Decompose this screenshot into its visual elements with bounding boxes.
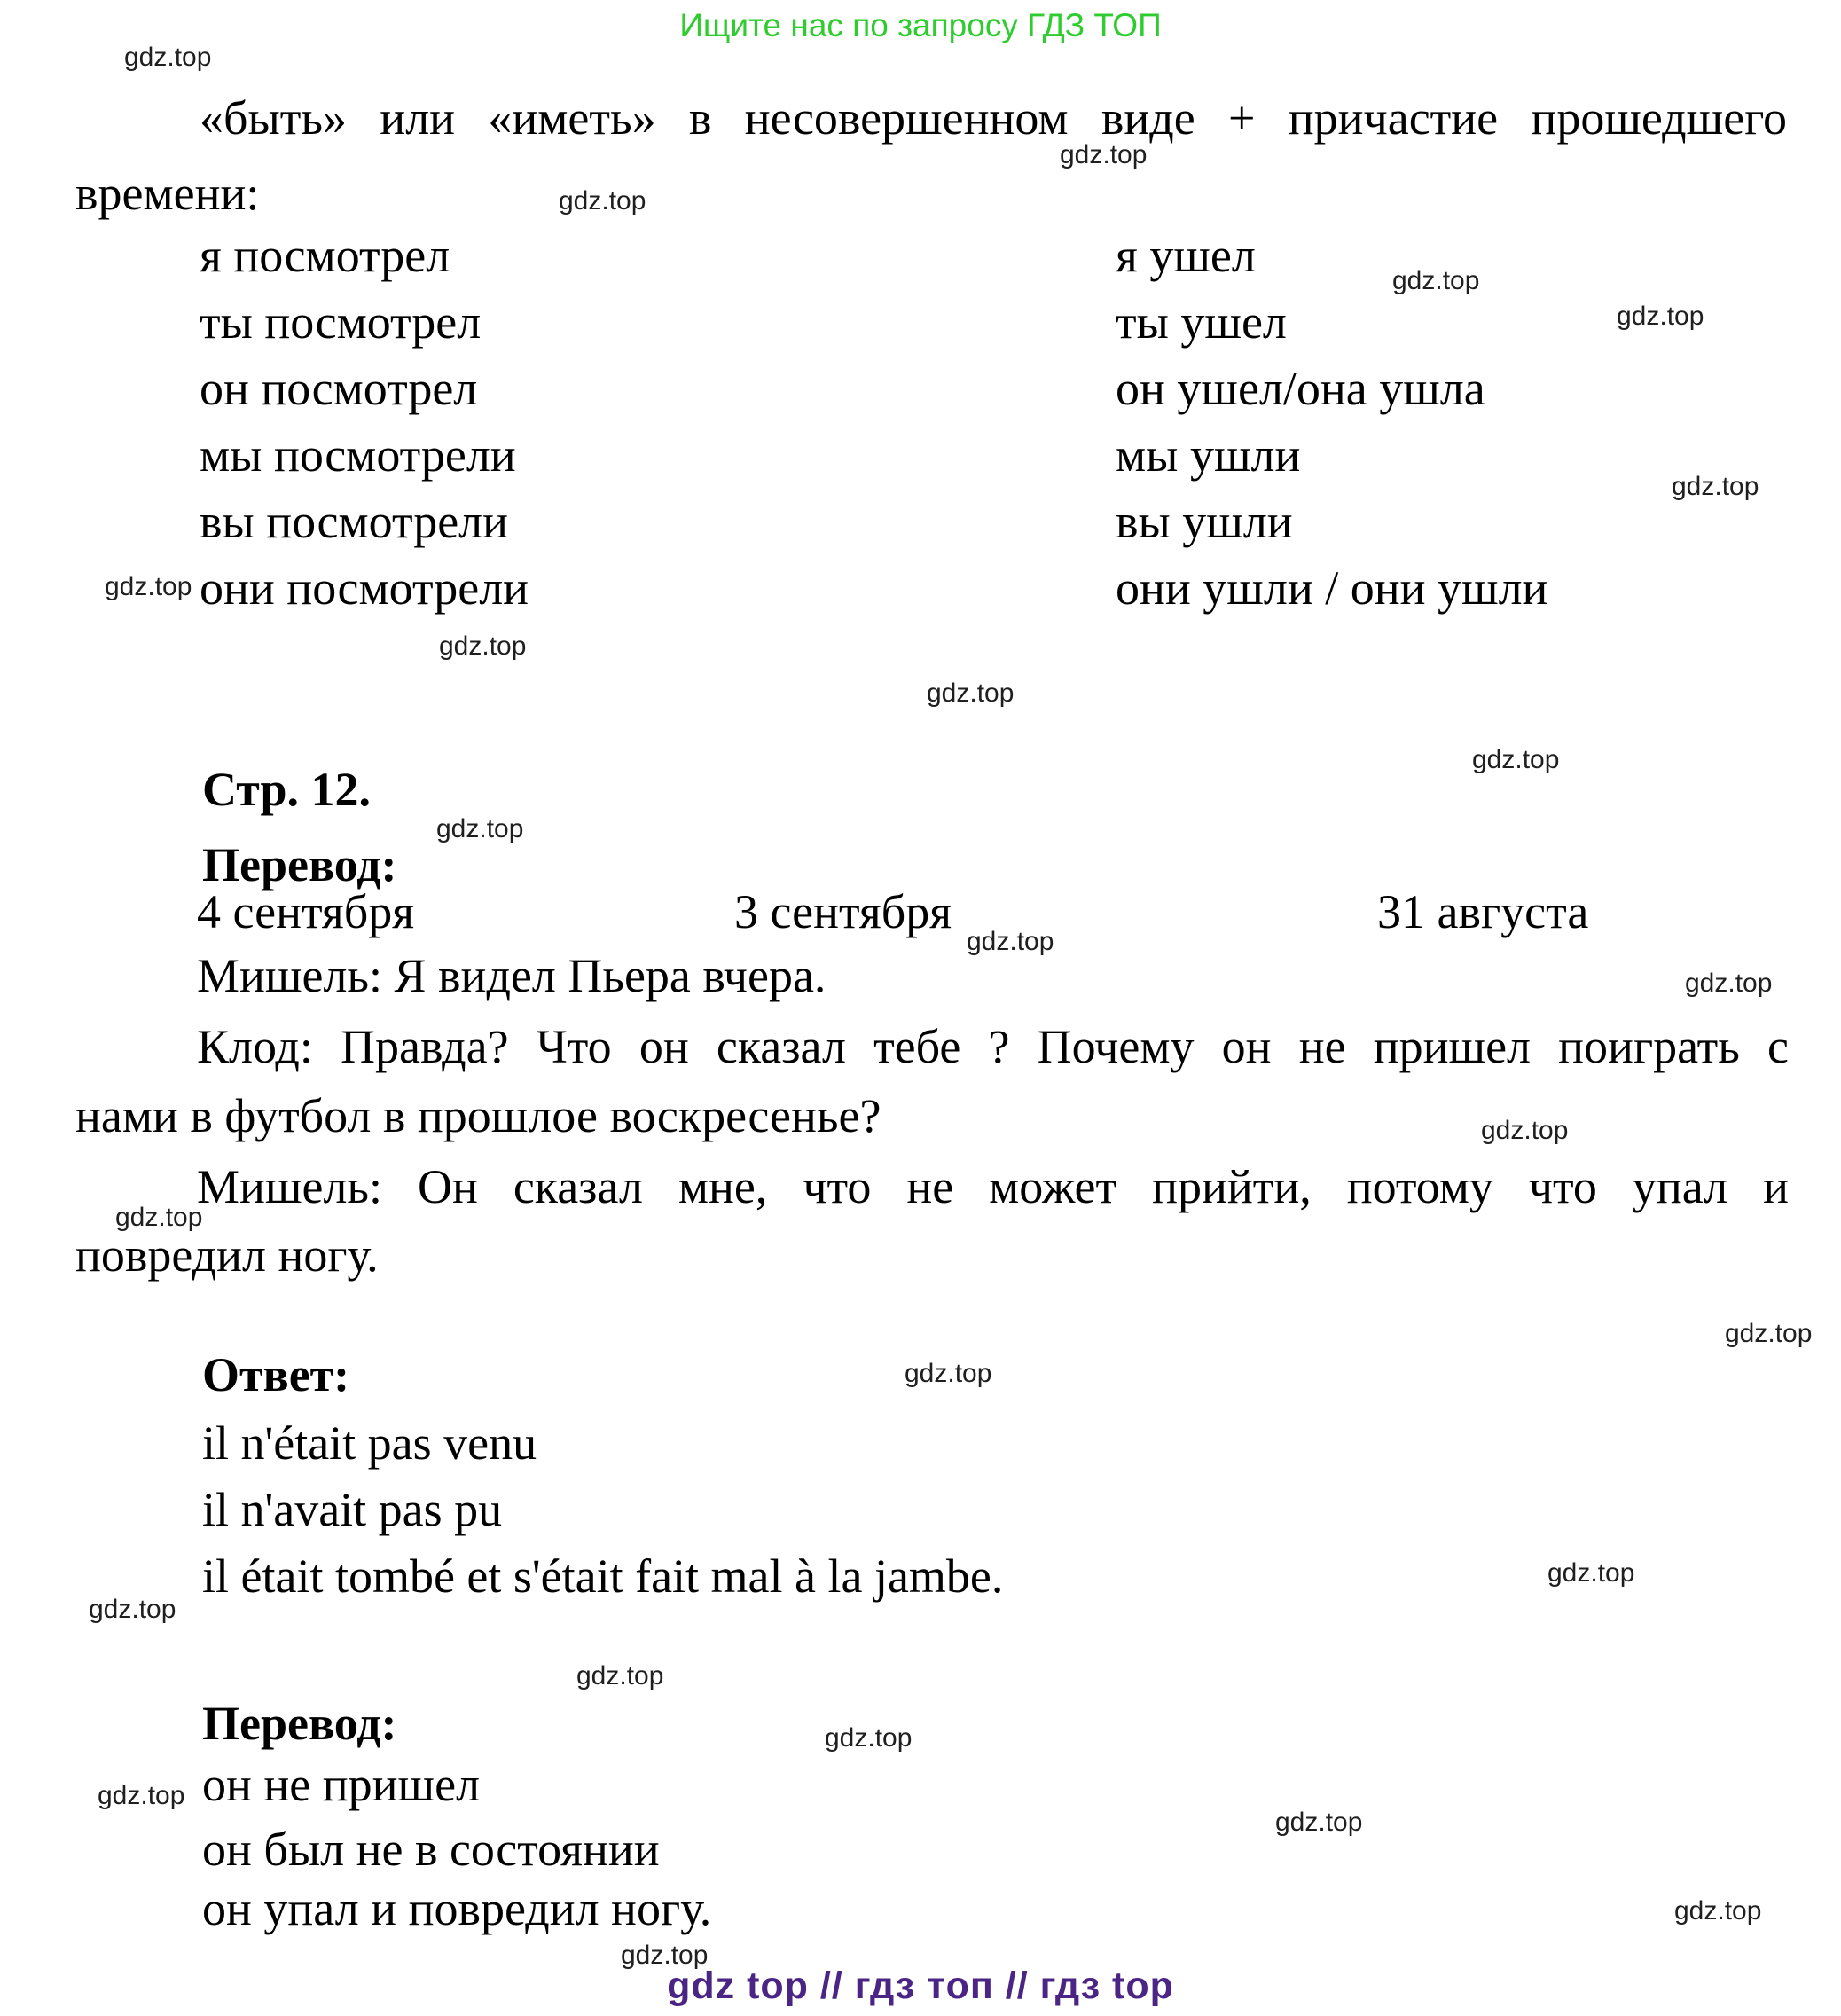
watermark: gdz.top [927, 679, 1015, 708]
watermark: gdz.top [905, 1359, 992, 1388]
watermark: gdz.top [1725, 1319, 1813, 1348]
translation-label: Перевод: [202, 838, 397, 891]
watermark: gdz.top [124, 43, 212, 72]
conjugation-left-row-4: мы посмотрели [200, 428, 516, 482]
watermark: gdz.top [98, 1781, 185, 1810]
conjugation-right-row-5: вы ушли [1116, 495, 1293, 548]
conjugation-right-row-1: я ушел [1116, 229, 1256, 282]
answer-label: Ответ: [202, 1348, 350, 1401]
watermark: gdz.top [1674, 1896, 1762, 1926]
dialogue-michel-1: Мишель: Я видел Пьера вчера. [197, 949, 826, 1002]
answer-line-1: il n'était pas venu [202, 1416, 537, 1470]
watermark: gdz.top [621, 1941, 709, 1970]
dialogue-michel-2-line-1: Мишель: Он сказал мне, что не может прийти, потому что упал и [197, 1160, 1789, 1213]
date-3: 31 августа [1377, 885, 1589, 938]
watermark: gdz.top [1472, 745, 1560, 774]
conjugation-left-row-5: вы посмотрели [200, 495, 509, 548]
conjugation-right-row-4: мы ушли [1116, 428, 1301, 482]
watermark: gdz.top [1617, 302, 1704, 331]
translation2-line-3: он упал и повредил ногу. [202, 1882, 712, 1935]
watermark: gdz.top [439, 631, 527, 661]
date-1: 4 сентября [197, 885, 415, 938]
watermark: gdz.top [1275, 1808, 1363, 1837]
watermark: gdz.top [1547, 1558, 1635, 1588]
watermark: gdz.top [1060, 140, 1148, 169]
conjugation-left-row-6: они посмотрели [200, 561, 529, 615]
watermark: gdz.top [105, 572, 192, 601]
watermark: gdz.top [436, 814, 524, 843]
intro-line-2: времени: [75, 167, 260, 220]
translation2-line-2: он был не в состоянии [202, 1823, 660, 1876]
watermark: gdz.top [115, 1203, 203, 1232]
watermark: gdz.top [1685, 969, 1773, 998]
answer-line-3: il était tombé et s'était fait mal à la jambe. [202, 1549, 1004, 1603]
watermark: gdz.top [1481, 1116, 1569, 1145]
dialogue-claude-line-2: нами в футбол в прошлое воскресенье? [75, 1089, 881, 1142]
watermark: gdz.top [89, 1595, 176, 1624]
conjugation-right-row-3: он ушел/она ушла [1116, 362, 1485, 415]
translation2-label: Перевод: [202, 1697, 397, 1750]
watermark: gdz.top [1672, 472, 1759, 501]
date-2: 3 сентября [734, 885, 952, 938]
conjugation-left-row-3: он посмотрел [200, 362, 478, 415]
watermark: gdz.top [559, 186, 646, 216]
page-ref: Стр. 12. [202, 763, 372, 816]
conjugation-right-row-2: ты ушел [1116, 295, 1287, 349]
answer-line-2: il n'avait pas pu [202, 1483, 503, 1536]
promo-header: Ищите нас по запросу ГДЗ ТОП [679, 7, 1162, 43]
footer-brand-links: gdz top // гдз топ // гдз top [667, 1965, 1174, 2007]
conjugation-left-row-2: ты посмотрел [200, 295, 482, 349]
translation2-line-1: он не пришел [202, 1758, 481, 1811]
conjugation-left-row-1: я посмотрел [200, 229, 450, 282]
dialogue-michel-2-line-2: повредил ногу. [75, 1228, 379, 1282]
dialogue-claude-line-1: Клод: Правда? Что он сказал тебе ? Почему он не пришел поиграть с [197, 1020, 1789, 1073]
intro-line-1: «быть» или «иметь» в несовершенном виде + причастие прошедшего [200, 91, 1787, 145]
watermark: gdz.top [825, 1723, 913, 1753]
watermark: gdz.top [1392, 266, 1480, 295]
watermark: gdz.top [576, 1661, 664, 1690]
watermark: gdz.top [967, 927, 1054, 956]
conjugation-right-row-6: они ушли / они ушли [1116, 561, 1548, 615]
